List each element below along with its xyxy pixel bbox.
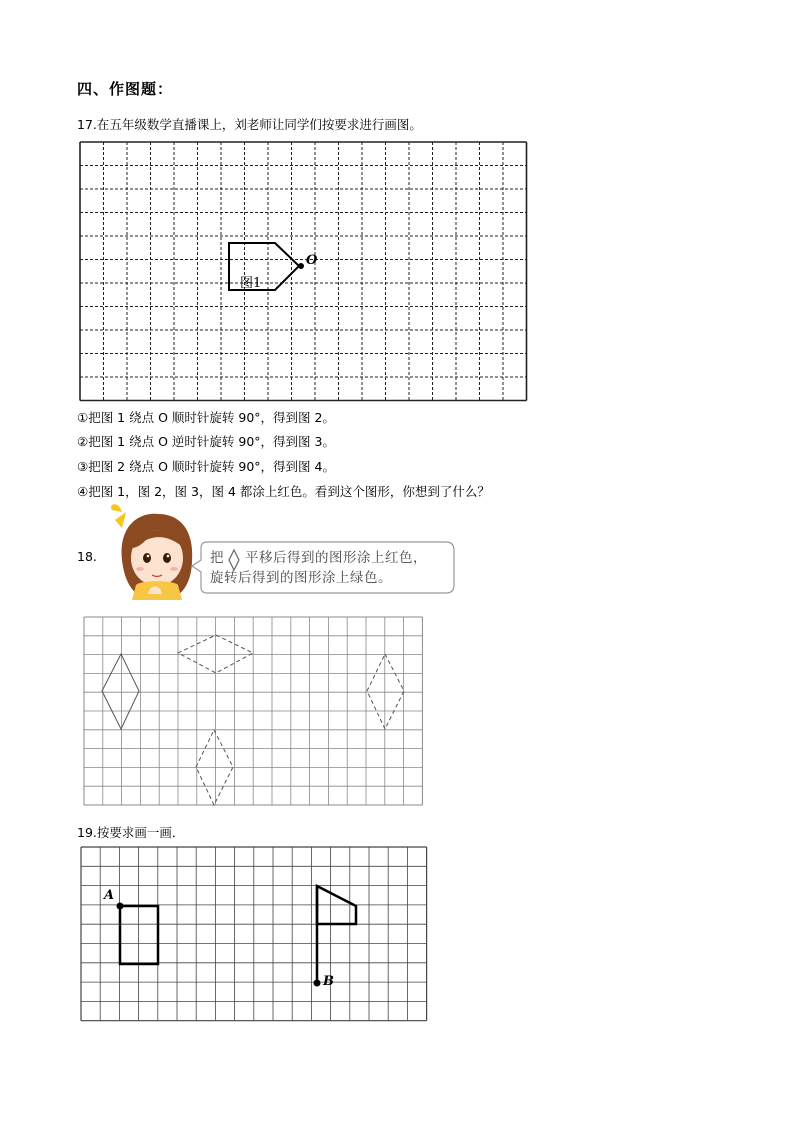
figure-1-label: 图1 [240, 276, 262, 291]
point-a [117, 903, 124, 910]
point-b [314, 980, 321, 987]
point-a-label: A [104, 888, 115, 903]
point-b-label: B [323, 974, 334, 989]
bubble-line-1-prefix: 把 [210, 550, 224, 566]
question-18-number: 18. [77, 549, 97, 564]
question-19-text: 19.按要求画一画． [77, 825, 185, 840]
section-title: 四、作图题： [77, 80, 174, 98]
bubble-line-1: 平移后得到的图形涂上红色， [245, 550, 427, 566]
point-o-label: O [306, 253, 318, 268]
step-2: ②把图 1 绕点 O 逆时针旋转 90°，得到图 3。 [77, 434, 335, 449]
bubble-line-2: 旋转后得到的图形涂上绿色。 [210, 570, 392, 586]
step-3: ③把图 2 绕点 O 顺时针旋转 90°，得到图 4。 [77, 459, 335, 474]
step-4: ④把图 1，图 2，图 3，图 4 都涂上红色。看到这个图形，你想到了什么？ [77, 484, 490, 499]
step-1: ①把图 1 绕点 O 顺时针旋转 90°，得到图 2。 [77, 410, 335, 425]
question-17-text: 17.在五年级数学直播课上，刘老师让同学们按要求进行画图。 [77, 117, 422, 132]
